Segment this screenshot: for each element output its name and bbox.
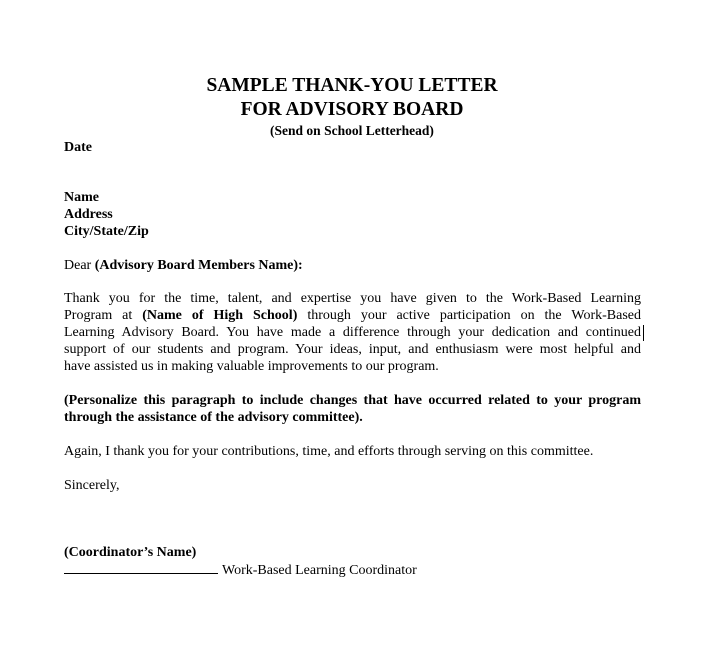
letter-title-line-2: FOR ADVISORY BOARD	[240, 99, 464, 120]
recipient-address: Address	[64, 207, 113, 222]
closing-sincerely: Sincerely,	[64, 478, 120, 493]
paragraph-line: (Personalize this paragraph to include changes that have occurred related to your program	[64, 393, 641, 408]
paragraph-line: Thank you for the time, talent, and expertise you have given to the Work-Based Learning	[64, 291, 641, 306]
salutation-prefix: Dear	[64, 258, 95, 273]
letter-subtitle: (Send on School Letterhead)	[270, 123, 434, 138]
recipient-city-state-zip: City/State/Zip	[64, 224, 149, 239]
paragraph-text: Program at	[64, 308, 143, 323]
paragraph-line: have assisted us in making valuable improvements to our program.	[64, 359, 439, 374]
signature-underline	[64, 561, 218, 574]
paragraph-line	[64, 307, 641, 324]
paragraph-personalize	[64, 392, 641, 426]
recipient-name: Name	[64, 190, 99, 205]
paragraph-thank-you	[64, 290, 641, 375]
salutation-placeholder: (Advisory Board Members Name):	[94, 258, 303, 273]
salutation	[64, 257, 303, 274]
signature-line	[64, 561, 417, 579]
paragraph-line: Learning Advisory Board. You have made a difference through your dedication and continued	[64, 325, 641, 340]
coordinator-title: Work-Based Learning Coordinator	[222, 563, 417, 578]
date-field: Date	[64, 140, 92, 155]
paragraph-text: through your active participation on the Work-Based	[297, 308, 641, 323]
letter-title-line-1: SAMPLE THANK-YOU LETTER	[206, 75, 498, 96]
paragraph-line: support of our students and program. Your ideas, input, and enthusiasm were most helpful and	[64, 342, 641, 357]
school-name-placeholder: (Name of High School)	[142, 308, 298, 323]
paragraph-line: through the assistance of the advisory committee).	[64, 410, 363, 425]
text-cursor	[643, 325, 644, 341]
coordinator-name-placeholder: (Coordinator’s Name)	[64, 545, 197, 560]
paragraph-closing-thanks: Again, I thank you for your contributions, time, and efforts through serving on this committee.	[64, 444, 594, 459]
